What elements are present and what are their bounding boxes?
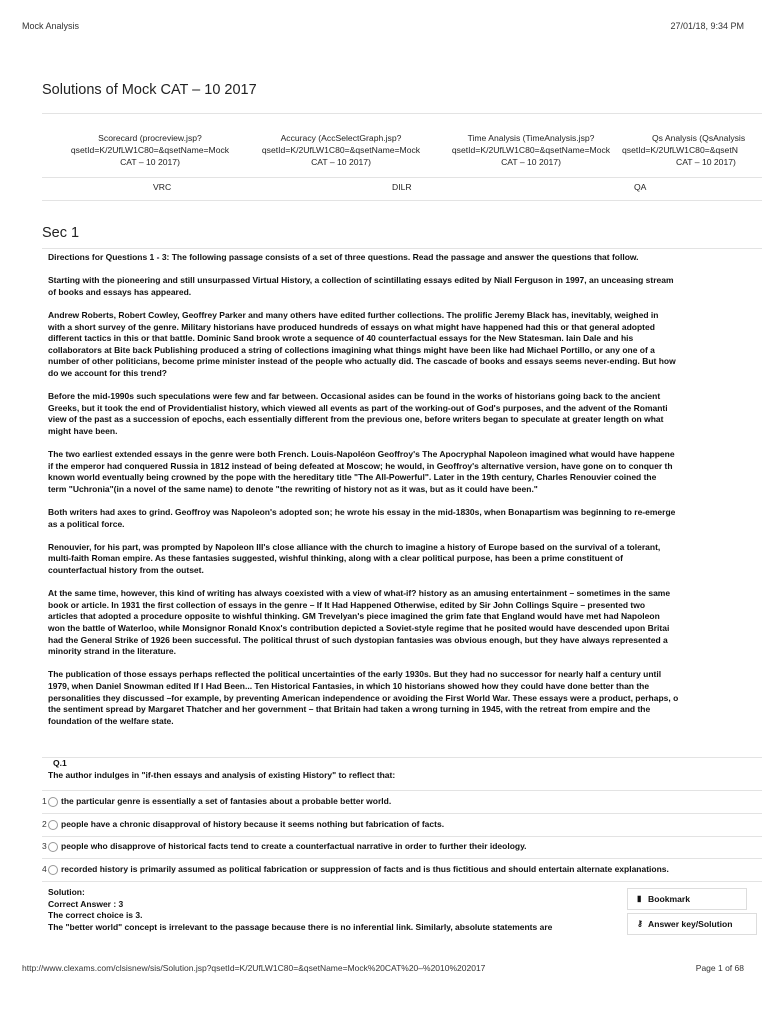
section-tab-qa[interactable]: QA [634, 182, 647, 192]
option-number: 2 [42, 819, 47, 829]
passage-line: of books and essays has appeared. [48, 286, 192, 297]
passage-paragraph [48, 310, 768, 380]
passage-line: won the battle of Waterloo, while Monsignor Ronald Knox's contribution depicted a Soviet-style regime that he posited would have descended upon Britai [48, 623, 670, 633]
scorecard-link-line1[interactable]: Scorecard (procreview.jsp? [98, 133, 202, 143]
option-number: 3 [42, 841, 47, 851]
passage-line: had the General Strike of 1926 been successful. The political thrust of such dystopian fantasies was obvious enough, but they have always represented a [48, 634, 668, 645]
passage-line: Greeks, but it took the end of Providentialist history, which viewed all events as part of the working-out of God's purposes, and the advent of the Romanti [48, 402, 668, 413]
time-analysis-link-line2[interactable]: qsetId=K/2UfLW1C80=&qsetName=Mock [451, 145, 611, 155]
solution [48, 887, 608, 933]
passage-paragraph [48, 669, 768, 727]
accuracy-link-line1[interactable]: Accuracy (AccSelectGraph.jsp? [280, 133, 402, 143]
key-icon: ⚷ [637, 919, 643, 928]
solution-line: The correct choice is 3. [48, 910, 143, 921]
bookmark-label: Bookmark [648, 894, 691, 904]
passage-line: number of other politicians, become prime minister instead of the people who actually did. The cascade of books and essays seems never-ending. But how [48, 356, 676, 367]
passage-paragraph [48, 542, 768, 577]
option-number: 4 [42, 864, 47, 874]
option-3[interactable] [42, 836, 758, 858]
passage-line: might have been. [48, 425, 118, 436]
bookmark-icon: ▮ [637, 894, 642, 903]
accuracy-link[interactable] [253, 132, 429, 168]
option-2[interactable] [42, 814, 758, 836]
answer-key-label: Answer key/Solution [648, 919, 733, 929]
print-header [0, 0, 768, 50]
accuracy-link-line2[interactable]: qsetId=K/2UfLW1C80=&qsetName=Mock [261, 145, 421, 155]
print-header-datetime: 27/01/18, 9:34 PM [670, 21, 744, 31]
radio-button[interactable] [48, 865, 58, 875]
print-footer-page: Page 1 of 68 [695, 963, 744, 973]
print-footer-url: http://www.clexams.com/clsisnew/sis/Solution.jsp?qsetId=K/2UfLW1C80=&qsetName=Mock%20CAT%20–%2010%202017 [22, 963, 486, 973]
section-heading: Sec 1 [42, 225, 80, 241]
option-text: people who disapprove of historical facts tend to create a counterfactual narrative in order to further their ideology. [61, 841, 527, 851]
question-number: Q.1 [53, 758, 67, 768]
section-tabs [42, 182, 762, 196]
option-4[interactable] [42, 859, 758, 881]
passage-line: term "Uchronia"(in a novel of the same name) to denote "the rewriting of history not as it was, but as it could have been." [48, 483, 538, 494]
answer-key-button[interactable] [627, 913, 757, 935]
passage-line: do we account for this trend? [48, 367, 168, 378]
print-header-title: Mock Analysis [22, 21, 80, 31]
passage-line: minority strand in the literature. [48, 646, 176, 657]
passage-directions: Directions for Questions 1 - 3: The following passage consists of a set of three questions. Read the passage and answer the questions that follow. [48, 252, 639, 262]
option-text: people have a chronic disapproval of history because it seems nothing but fabrication of facts. [61, 819, 445, 829]
passage-line: The two earliest extended essays in the genre were both French. Louis-Napoléon Geoffroy's The Apocryphal Napoleon imagined what would have happene [48, 449, 675, 460]
scorecard-link-line2[interactable]: qsetId=K/2UfLW1C80=&qsetName=Mock [70, 145, 230, 155]
section-tab-vrc[interactable]: VRC [153, 182, 172, 192]
bookmark-button[interactable] [627, 888, 747, 910]
main-content [42, 50, 768, 980]
page-title: Solutions of Mock CAT – 10 2017 [42, 82, 257, 98]
divider [42, 113, 762, 114]
radio-button[interactable] [48, 820, 58, 830]
passage-line: Both writers had axes to grind. Geoffroy was Napoleon's adopted son; he wrote his essay in the mid-1830s, when Bonapartism was beginning to re-emerge [48, 507, 676, 518]
option-text: the particular genre is essentially a set of fantasies about a probable better world. [61, 796, 392, 806]
time-analysis-link-line3[interactable]: CAT – 10 2017) [501, 157, 561, 167]
qs-analysis-link-line2[interactable]: qsetId=K/2UfLW1C80=&qsetN [622, 145, 738, 155]
divider [42, 248, 762, 249]
passage-line: known world eventually being crowned by the pope with the hereditary title "The All-Powerful". Later in the 19th century, Charles Renouvier coined the [48, 472, 657, 483]
solution-label: Solution: [48, 887, 85, 897]
passage-line: different tactics in this or that battle. Dominic Sand brook wrote a sequence of 40 counterfactual essays for the New Statesman. Iain Dale and his [48, 333, 634, 344]
passage-line: book or article. In 1931 the first collection of essays in the genre – If It Had Happened Otherwise, edited by Sir John Collings Squire – presented two [48, 599, 646, 610]
passage-paragraph [48, 391, 768, 437]
correct-answer: Correct Answer : 3 [48, 898, 124, 909]
scorecard-link[interactable] [62, 132, 238, 168]
solution-line: The "better world" concept is irrelevant to the passage because there is no inferential link. Similarly, absolute statements are [48, 921, 553, 932]
passage-line: counterfactual history from the outset. [48, 565, 204, 576]
qs-analysis-link-line3[interactable]: CAT – 10 2017) [676, 157, 736, 167]
passage-line: The publication of those essays perhaps reflected the political uncertainties of the early 1930s. But they had no successor for nearly half a century until [48, 669, 662, 680]
passage-line: foundation of the welfare state. [48, 715, 174, 726]
passage-line: with a short survey of the genre. Military historians have produced hundreds of essays on what might have happened had this or that general adopted [48, 321, 655, 332]
passage-line: if the emperor had conquered Russia in 1812 instead of being defeated at Moscow; he would, in Geoffroy's alternative version, have gone on to conquer th [48, 460, 673, 471]
passage-line: articles that adopted a procedure opposite to wishful thinking. GM Trevelyan's piece imagined the grim fate that England would have met had Napoleon [48, 611, 660, 622]
passage-line: as a political force. [48, 518, 125, 529]
passage-line: collaborators at Bite back Publishing produced a string of collections imagining what things might have been like had Michael Portillo, or any one of a [48, 344, 655, 355]
accuracy-link-line3[interactable]: CAT – 10 2017) [311, 157, 371, 167]
question-stem: The author indulges in "if-then essays and analysis of existing History" to reflect that: [48, 770, 396, 780]
time-analysis-link-line1[interactable]: Time Analysis (TimeAnalysis.jsp? [467, 133, 595, 143]
passage-paragraph [48, 588, 768, 658]
divider [42, 881, 762, 882]
divider [42, 177, 762, 178]
print-footer [0, 960, 768, 990]
qs-analysis-link[interactable] [622, 132, 768, 168]
analysis-links [42, 132, 768, 172]
passage-line: view of the past as a succession of epochs, each essentially different from the previous one, before writers began to speculate at greater length on what [48, 414, 664, 425]
qs-analysis-link-line1[interactable]: Qs Analysis (QsAnalysis [652, 133, 746, 143]
passage-line: the sentiment spread by Margaret Thatcher and her government – that Britain had taken a wrong turning in 1945, with the retreat from empire and the [48, 704, 651, 715]
passage-paragraph [48, 507, 768, 530]
section-tab-dilr[interactable]: DILR [392, 182, 412, 192]
passage-paragraph [48, 275, 768, 298]
passage-line: Andrew Roberts, Robert Cowley, Geoffrey Parker and many others have edited further collections. The prolific Jeremy Black has, inevitably, weighed in [48, 309, 659, 320]
passage-line: multi-faith Roman empire. As these fantasies suggested, wishful thinking, along with a clear political purpose, has been a prime constituent of [48, 553, 623, 564]
passage-line: 1979, when Daniel Snowman edited If I Had Been... Ten Historical Fantasies, in which 10 historians showed how they could have done better than the [48, 680, 650, 691]
option-number: 1 [42, 796, 47, 806]
option-1[interactable] [42, 791, 758, 813]
divider [42, 757, 762, 758]
passage-paragraph [48, 449, 768, 495]
scorecard-link-line3[interactable]: CAT – 10 2017) [120, 157, 180, 167]
passage-line: Before the mid-1990s such speculations were few and far between. Occasional asides can be found in the works of historians going back to the ancient [48, 391, 661, 402]
option-text: recorded history is primarily assumed as political fabrication or suppression of facts and is thus fictitious and should entertain alternate explanations. [61, 864, 669, 874]
passage [48, 252, 768, 739]
radio-button[interactable] [48, 797, 58, 807]
radio-button[interactable] [48, 842, 58, 852]
time-analysis-link[interactable] [443, 132, 619, 168]
divider [42, 200, 762, 201]
passage-line: Renouvier, for his part, was prompted by Napoleon III's close alliance with the church to imagine a history of Europe based on the survival of a tolerant, [48, 541, 661, 552]
passage-line: personalities they discussed –for example, by preventing American independence or avoiding the First World War. These essays were a product, perhaps, o [48, 692, 679, 703]
passage-line: At the same time, however, this kind of writing has always coexisted with a view of what-if? history as an amusing entertainment – sometimes in the same [48, 588, 671, 599]
passage-line: Starting with the pioneering and still unsurpassed Virtual History, a collection of scintillating essays edited by Niall Ferguson in 1997, an unceasing stream [48, 275, 674, 286]
